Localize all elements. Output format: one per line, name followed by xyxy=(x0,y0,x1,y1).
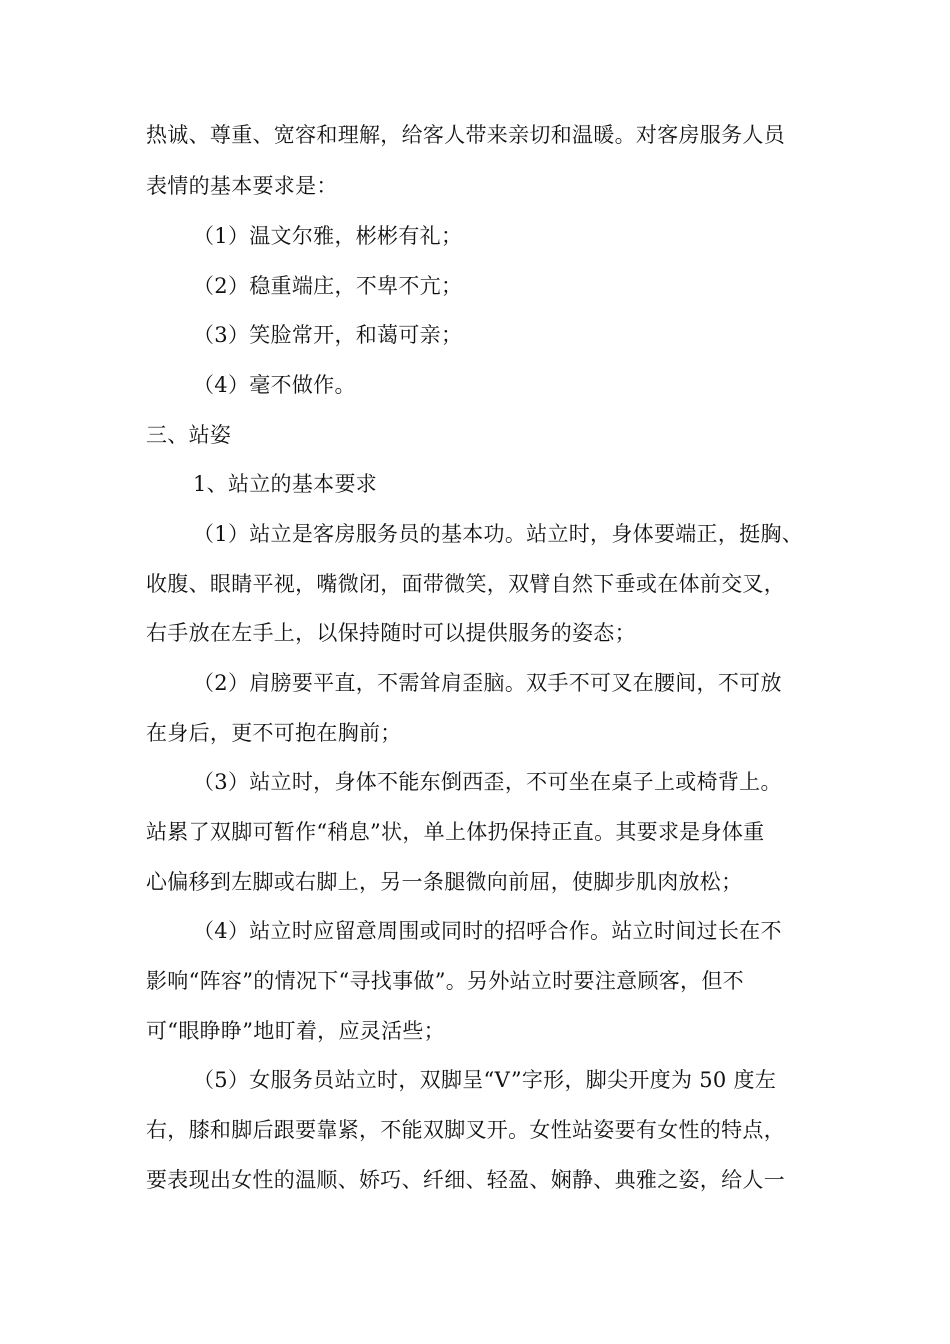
text-line: 收腹、眼睛平视，嘴微闭，面带微笑，双臂自然下垂或在体前交叉， xyxy=(146,572,785,596)
list-item: （3）笑脸常开，和蔼可亲； xyxy=(193,323,463,347)
text-line: 心偏移到左脚或右脚上，另一条腿微向前屈，使脚步肌肉放松； xyxy=(146,870,743,894)
text-line: （5）女服务员站立时，双脚呈“V”字形，脚尖开度为 50 度左 xyxy=(193,1068,777,1092)
list-item: （2）稳重端庄，不卑不亢； xyxy=(193,274,463,298)
text-line: （2）肩膀要平直，不需耸肩歪脑。双手不可叉在腰间，不可放 xyxy=(193,671,782,695)
section-heading: 三、站姿 xyxy=(146,423,232,447)
text-line: 右，膝和脚后跟要靠紧，不能双脚叉开。女性站姿要有女性的特点， xyxy=(146,1118,785,1142)
text-line: 影响“阵容”的情况下“寻找事做”。另外站立时要注意顾客，但不 xyxy=(146,969,744,993)
text-line: 站累了双脚可暂作“稍息”状，单上体扔保持正直。其要求是身体重 xyxy=(146,820,765,844)
list-item: （4）毫不做作。 xyxy=(193,373,356,397)
text-line: 可“眼睁睁”地盯着，应灵活些； xyxy=(146,1019,445,1043)
text-line: 右手放在左手上，以保持随时可以提供服务的姿态； xyxy=(146,621,636,645)
text-line: （1）站立是客房服务员的基本功。站立时，身体要端正，挺胸、 xyxy=(193,522,804,546)
text-line: 热诚、尊重、宽容和理解，给客人带来亲切和温暖。对客房服务人员 xyxy=(146,123,785,147)
text-line: 要表现出女性的温顺、娇巧、纤细、轻盈、娴静、典雅之姿，给人一 xyxy=(146,1168,785,1192)
list-item: （1）温文尔雅，彬彬有礼； xyxy=(193,224,463,248)
text-line: 在身后，更不可抱在胸前； xyxy=(146,721,402,745)
text-line: 表情的基本要求是： xyxy=(146,174,338,198)
text-line: （3）站立时，身体不能东倒西歪，不可坐在桌子上或椅背上。 xyxy=(193,770,782,794)
subsection-heading: 1、站立的基本要求 xyxy=(193,472,378,496)
text-line: （4）站立时应留意周围或同时的招呼合作。站立时间过长在不 xyxy=(193,919,782,943)
